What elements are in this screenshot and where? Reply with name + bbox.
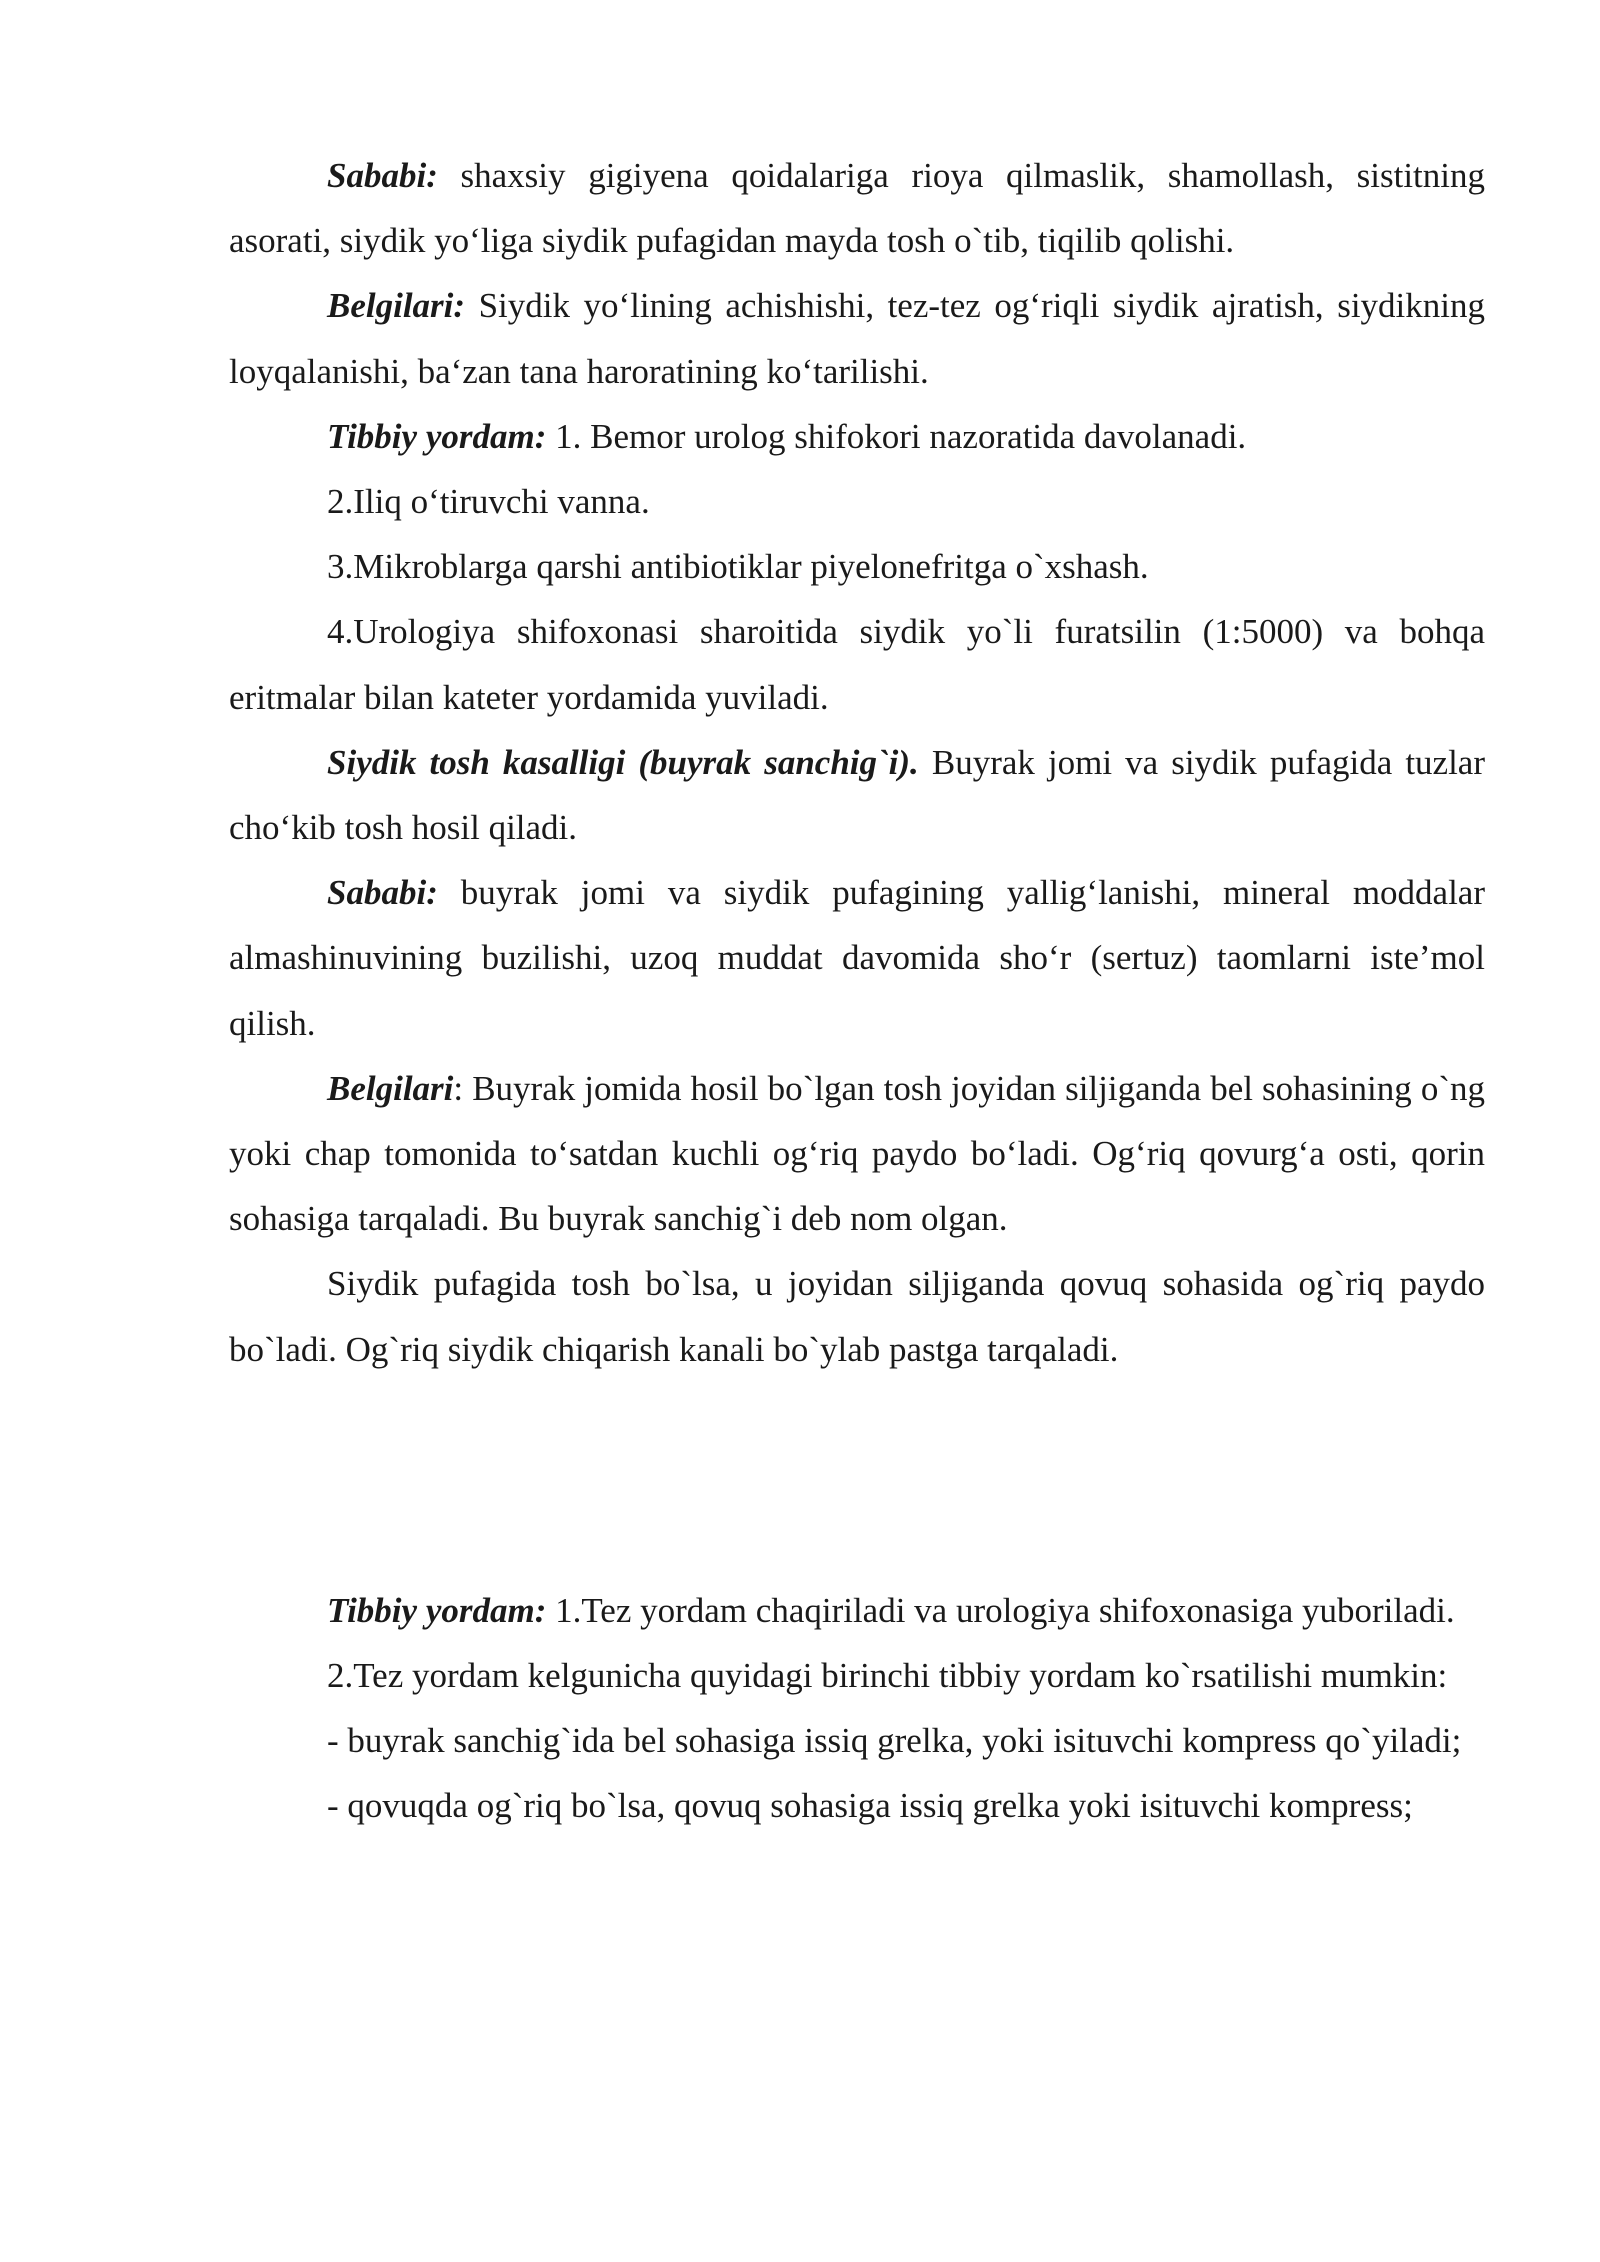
paragraph-label: Sababi:	[327, 156, 438, 195]
paragraph-text: - qovuqda og`riq bo`lsa, qovuq sohasiga issiq grelka yoki isituvchi kompress;	[327, 1786, 1413, 1826]
paragraph-label: Tibbiy yordam:	[327, 416, 547, 456]
paragraph-tez-yordam	[229, 1643, 1485, 1708]
paragraph-sababi-2	[229, 860, 1485, 1056]
paragraph-label: Belgilari:	[327, 286, 466, 326]
paragraph-text: - buyrak sanchig`ida bel sohasiga issiq grelka, yoki isituvchi kompress qo`yiladi;	[327, 1721, 1462, 1761]
paragraph-sababi-1	[229, 143, 1485, 273]
paragraph-step-2	[229, 469, 1485, 534]
list-item-buyrak-sanchig	[229, 1708, 1485, 1773]
paragraph-siydik-tosh	[229, 730, 1485, 860]
paragraph-belgilari-2	[229, 1056, 1485, 1252]
paragraph-label: Sababi:	[327, 873, 438, 913]
paragraph-step-4	[229, 599, 1485, 729]
paragraph-text: 2.Iliq o‘tiruvchi vanna.	[327, 482, 650, 522]
paragraph-tibbiy-yordam-2	[229, 1578, 1485, 1643]
paragraph-text: Buyrak jomi va siydik pufagida tuzlar cho‘kib tosh hosil qiladi.	[229, 742, 1485, 848]
paragraph-text: 4.Urologiya shifoxonasi sharoitida siydik yo`li furatsilin (1:5000) va bohqa eritmalar bilan kateter yordamida yuviladi.	[229, 612, 1485, 717]
paragraph-step-3	[229, 534, 1485, 599]
paragraph-label: Belgilari	[327, 1068, 454, 1108]
paragraph-tibbiy-yordam-1	[229, 404, 1485, 469]
section-gap	[229, 1382, 1485, 1578]
paragraph-text: Siydik yo‘lining achishishi, tez-tez og‘riqli siydik ajratish, siydikning loyqalanishi, ba‘zan tana haroratining ko‘tarilishi.	[229, 286, 1485, 391]
paragraph-text: shaxsiy gigiyena qoidalariga rioya qilmaslik, shamollash, sistitning asorati, siydik yo‘liga siydik pufagidan mayda tosh o`tib, tiqilib qolishi.	[229, 156, 1485, 261]
paragraph-text: 2.Tez yordam kelgunicha quyidagi birinchi tibbiy yordam ko`rsatilishi mumkin:	[327, 1656, 1448, 1696]
paragraph-text: buyrak jomi va siydik pufagining yallig‘lanishi, mineral moddalar almashinuvining buzilishi, uzoq muddat davomida sho‘r (sertuz) taomlarni iste’mol qilish.	[229, 873, 1485, 1043]
paragraph-text: 1.Tez yordam chaqiriladi va urologiya shifoxonasiga yuboriladi.	[546, 1590, 1455, 1630]
paragraph-siydik-pufagi	[229, 1251, 1485, 1381]
paragraph-label: Tibbiy yordam:	[327, 1590, 547, 1630]
paragraph-belgilari-1	[229, 273, 1485, 403]
paragraph-text: 1. Bemor urolog shifokori nazoratida davolanadi.	[546, 416, 1247, 456]
paragraph-text: 3.Mikroblarga qarshi antibiotiklar piyelonefritga o`xshash.	[327, 547, 1149, 587]
list-item-qovuq	[229, 1773, 1485, 1838]
paragraph-text: Siydik pufagida tosh bo`lsa, u joyidan siljiganda qovuq sohasida og`riq paydo bo`ladi. Og`riq siydik chiqarish kanali bo`ylab pastga tarqaladi.	[229, 1264, 1485, 1369]
paragraph-label: Siydik tosh kasalligi (buyrak sanchig`i).	[327, 742, 919, 782]
paragraph-text: : Buyrak jomida hosil bo`lgan tosh joyidan siljiganda bel sohasining o`ng yoki chap tomonida to‘satdan kuchli og‘riq paydo bo‘ladi. Og‘riq qovurg‘a osti, qorin sohasiga tarqaladi. Bu buyrak sanchig`i deb nom olgan.	[229, 1068, 1485, 1239]
document-body	[229, 143, 1485, 1839]
